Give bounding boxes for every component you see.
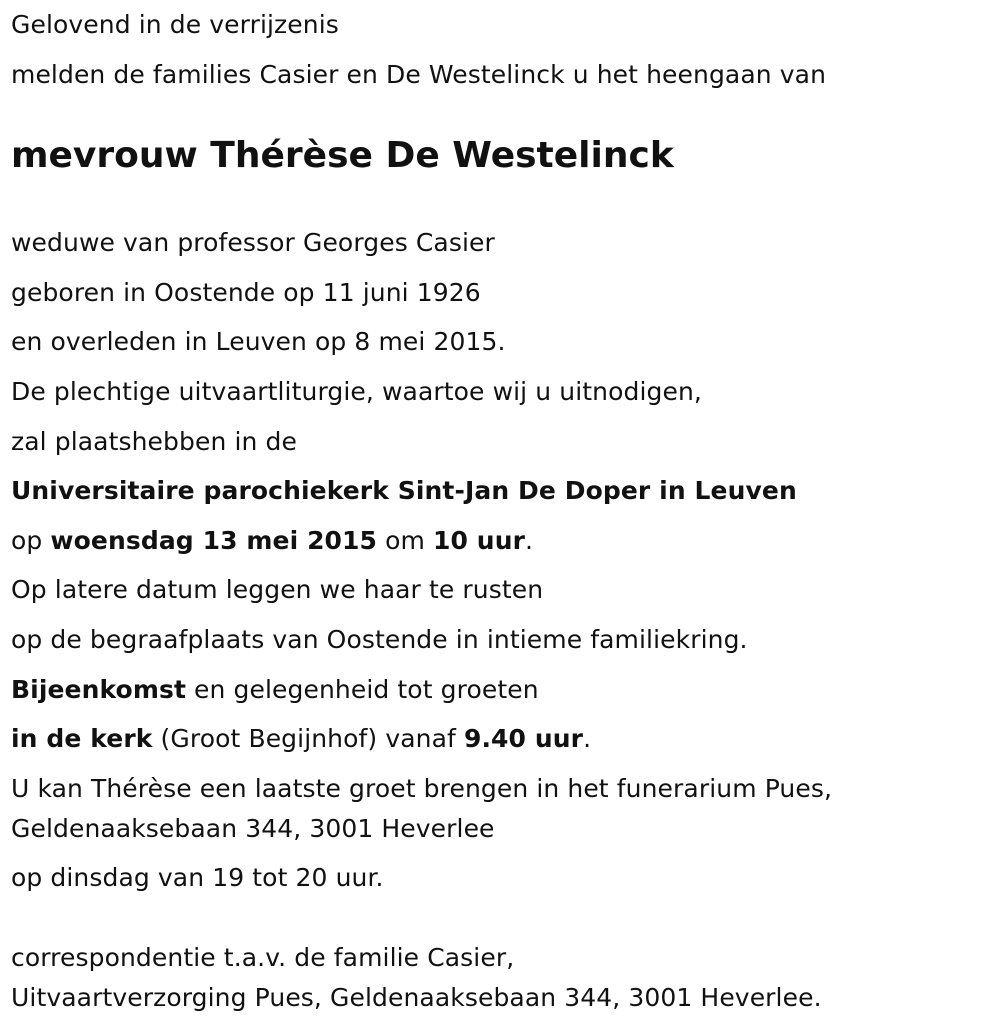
died-line: en overleden in Leuven op 8 mei 2015. [11, 327, 506, 356]
gathering-time: 9.40 uur [463, 724, 584, 753]
liturgy-line-1: De plechtige uitvaartliturgie, waartoe wij u uitnodigen, [11, 377, 702, 406]
visit-line-3: op dinsdag van 19 tot 20 uur. [11, 863, 384, 892]
gathering-line [11, 675, 539, 705]
intro-line-1: Gelovend in de verrijzenis [11, 10, 339, 39]
deceased-name: mevrouw Thérèse De Westelinck [11, 135, 674, 176]
born-line: geboren in Oostende op 11 juni 1926 [11, 278, 481, 307]
funeral-date: woensdag 13 mei 2015 [50, 526, 378, 555]
location-line [11, 724, 591, 754]
funeral-time: 10 uur [433, 526, 526, 555]
liturgy-line-2: zal plaatshebben in de [11, 427, 297, 456]
burial-line-2: op de begraafplaats van Oostende in intieme familiekring. [11, 625, 748, 654]
location-label: in de kerk [11, 724, 153, 753]
date-line [11, 526, 533, 556]
location-text: (Groot Begijnhof) vanaf [152, 724, 464, 753]
correspondence-line-2: Uitvaartverzorging Pues, Geldenaaksebaan 344, 3001 Heverlee. [11, 983, 822, 1012]
location-suffix: . [583, 724, 592, 753]
time-prefix: om [377, 526, 433, 555]
gathering-label: Bijeenkomst [11, 675, 187, 704]
church-line: Universitaire parochiekerk Sint-Jan De Doper in Leuven [11, 476, 797, 505]
gathering-text: en gelegenheid tot groeten [186, 675, 539, 704]
widow-of-line: weduwe van professor Georges Casier [11, 228, 495, 257]
visit-line-1: U kan Thérèse een laatste groet brengen in het funerarium Pues, [11, 774, 833, 803]
burial-line-1: Op latere datum leggen we haar te rusten [11, 575, 544, 604]
correspondence-line-1: correspondentie t.a.v. de familie Casier, [11, 943, 515, 972]
date-prefix: op [11, 526, 51, 555]
intro-line-2: melden de families Casier en De Westelinck u het heengaan van [11, 60, 827, 89]
date-suffix: . [525, 526, 534, 555]
visit-line-2: Geldenaaksebaan 344, 3001 Heverlee [11, 814, 495, 843]
